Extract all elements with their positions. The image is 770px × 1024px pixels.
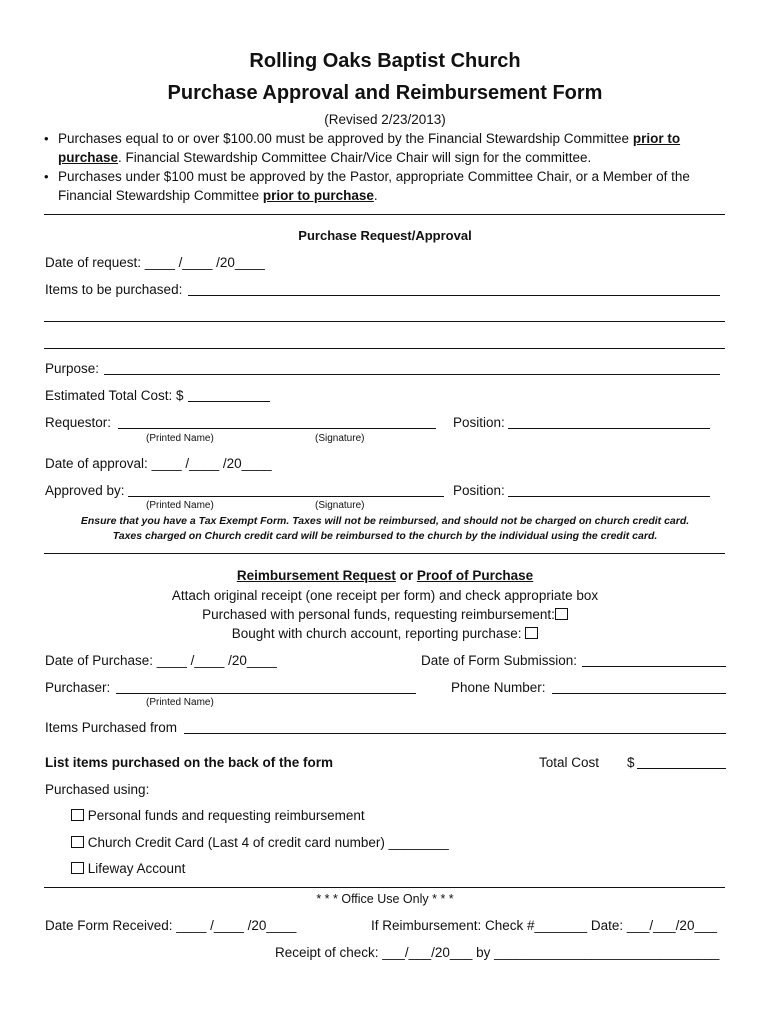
- total-cost-field[interactable]: [637, 755, 726, 769]
- revision-note: (Revised 2/23/2013): [324, 112, 446, 127]
- total-cost-label: Total Cost: [539, 755, 600, 770]
- purchased-using-label: Purchased using:: [45, 782, 150, 797]
- rule-1-line-1: Purchases equal to or over $100.00 must be approved by the Financial Stewardship Committee prior to: [58, 131, 681, 146]
- approval-heading: Purchase Request/Approval: [298, 228, 472, 243]
- purchaser-label: Purchaser:: [45, 680, 111, 695]
- method-lifeway-checkbox[interactable]: [71, 862, 84, 874]
- list-items-note: List items purchased on the back of the form: [45, 755, 334, 770]
- phone-number-field[interactable]: [552, 680, 726, 694]
- method-personal-funds: Personal funds and requesting reimbursement: [71, 808, 365, 823]
- date-of-request[interactable]: Date of request: ____ /____ /20____: [45, 255, 265, 270]
- bullet-icon: •: [44, 169, 49, 184]
- items-line-2[interactable]: [44, 321, 725, 322]
- items-line-3[interactable]: [44, 348, 725, 349]
- divider: [44, 553, 725, 554]
- requestor-position-field[interactable]: [508, 415, 710, 429]
- printed-name-hint: (Printed Name): [146, 433, 214, 444]
- if-reimbursement-check[interactable]: If Reimbursement: Check #_______ Date: ___/___/20___: [371, 918, 717, 933]
- reimbursement-heading: Reimbursement Request or Proof of Purchase: [236, 568, 534, 583]
- items-to-be-purchased-label: Items to be purchased:: [45, 282, 183, 297]
- date-of-submission-field[interactable]: [582, 653, 726, 667]
- date-of-submission-label: Date of Form Submission:: [421, 653, 578, 668]
- date-of-approval[interactable]: Date of approval: ____ /____ /20____: [45, 456, 272, 471]
- method-lifeway-account: Lifeway Account: [71, 861, 185, 876]
- approved-by-label: Approved by:: [45, 483, 125, 498]
- form-title: Purchase Approval and Reimbursement Form: [167, 82, 603, 104]
- divider: [44, 214, 725, 215]
- items-purchased-from-field[interactable]: [184, 720, 726, 734]
- method-credit-card-checkbox[interactable]: [71, 836, 84, 848]
- date-form-received[interactable]: Date Form Received: ____ /____ /20____: [45, 918, 297, 933]
- requestor-field[interactable]: [118, 415, 436, 429]
- receipt-of-check[interactable]: Receipt of check: ___/___/20___ by ______________________________: [275, 945, 720, 960]
- rule-2-line-2: Financial Stewardship Committee prior to purchase.: [58, 188, 378, 203]
- bullet-icon: •: [44, 131, 49, 146]
- date-of-purchase[interactable]: Date of Purchase: ____ /____ /20____: [45, 653, 277, 668]
- option-personal-funds: Purchased with personal funds, requesting reimbursement:: [0, 607, 770, 622]
- requestor-position-label: Position:: [453, 415, 505, 430]
- approved-by-field[interactable]: [128, 483, 444, 497]
- receipt-instruction: Attach original receipt (one receipt per form) and check appropriate box: [171, 588, 599, 603]
- personal-funds-checkbox[interactable]: [555, 608, 568, 620]
- tax-note-2: Taxes charged on Church credit card will be reimbursed to the church by the individual using the credit card.: [112, 530, 658, 542]
- dollar-sign: $: [627, 755, 635, 770]
- printed-name-hint: (Printed Name): [146, 500, 214, 511]
- printed-name-hint: (Printed Name): [146, 697, 214, 708]
- signature-hint: (Signature): [315, 433, 365, 444]
- tax-note-1: Ensure that you have a Tax Exempt Form. Taxes will not be reimbursed, and should not be charged on church credit card.: [80, 515, 690, 527]
- requestor-label: Requestor:: [45, 415, 112, 430]
- items-purchased-from-label: Items Purchased from: [45, 720, 178, 735]
- signature-hint: (Signature): [315, 500, 365, 511]
- purpose-field[interactable]: [104, 361, 720, 375]
- estimated-cost-field[interactable]: [188, 388, 270, 402]
- items-to-be-purchased-field[interactable]: [188, 282, 720, 296]
- approver-position-label: Position:: [453, 483, 505, 498]
- method-personal-checkbox[interactable]: [71, 809, 84, 821]
- estimated-cost-label: Estimated Total Cost: $: [45, 388, 184, 403]
- option-church-account: Bought with church account, reporting purchase:: [0, 626, 770, 641]
- church-name: Rolling Oaks Baptist Church: [249, 50, 521, 72]
- rule-2-line-1: Purchases under $100 must be approved by the Pastor, appropriate Committee Chair, or a Member of the: [58, 169, 690, 184]
- office-use-heading: * * * Office Use Only * * *: [316, 892, 454, 906]
- phone-number-label: Phone Number:: [451, 680, 546, 695]
- method-church-credit-card: Church Credit Card (Last 4 of credit card number) ________: [71, 835, 449, 850]
- purchaser-field[interactable]: [116, 680, 416, 694]
- church-account-checkbox[interactable]: [525, 627, 538, 639]
- approver-position-field[interactable]: [508, 483, 710, 497]
- purpose-label: Purpose:: [45, 361, 100, 376]
- divider: [44, 887, 725, 888]
- rule-1-line-2: purchase. Financial Stewardship Committee Chair/Vice Chair will sign for the committee.: [58, 150, 592, 165]
